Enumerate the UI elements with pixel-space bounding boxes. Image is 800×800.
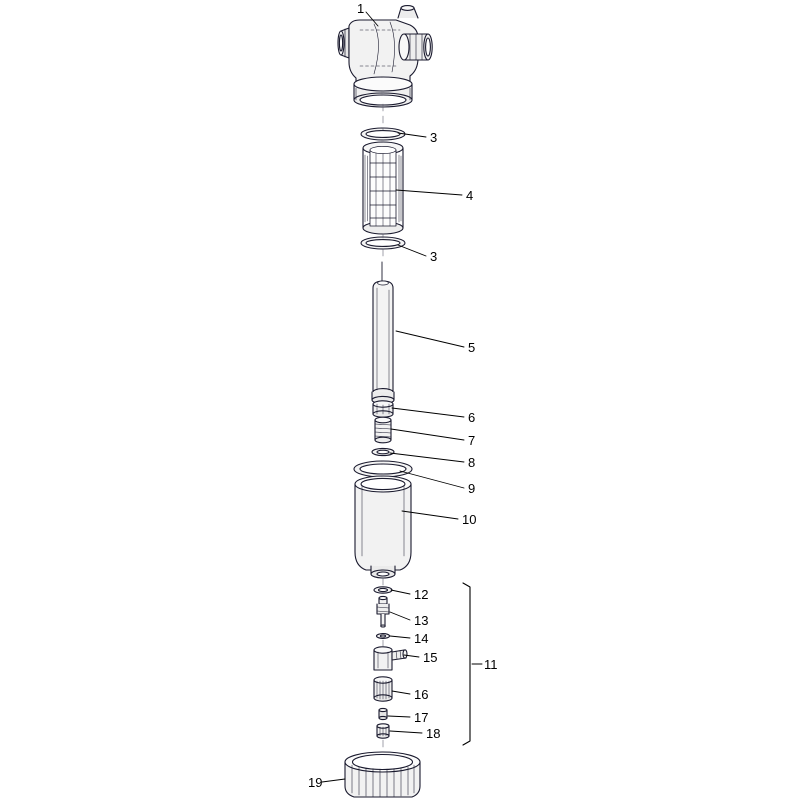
part-5-center-tube xyxy=(372,262,394,404)
leader-16 xyxy=(392,691,410,694)
leader-19 xyxy=(322,779,345,782)
callout-label-7: 7 xyxy=(468,433,476,448)
callout-label-8: 8 xyxy=(468,455,476,470)
leader-17 xyxy=(388,716,410,717)
leader-14 xyxy=(390,636,410,638)
leader-lines xyxy=(322,12,482,782)
part-14-tiny-washer xyxy=(377,634,390,639)
leader-4 xyxy=(396,190,462,195)
part-18-cap-ring xyxy=(377,724,389,738)
part-9-bowl-oring xyxy=(354,461,412,477)
leader-13 xyxy=(390,612,410,620)
callout-label-9: 9 xyxy=(468,481,476,496)
callout-label-14: 14 xyxy=(414,631,429,646)
leader-8 xyxy=(390,453,464,462)
leader-18 xyxy=(390,731,422,733)
leader-12 xyxy=(391,590,410,594)
part-1-manifold xyxy=(338,6,432,107)
callout-label-4: 4 xyxy=(466,188,474,203)
part-6-spacer-ring xyxy=(373,401,393,417)
callout-label-19: 19 xyxy=(308,775,323,790)
callout-label-11: 11 xyxy=(484,657,498,672)
part-15-valve-body xyxy=(374,647,407,670)
part-10-bowl xyxy=(355,476,411,578)
part-8-washer xyxy=(372,448,394,455)
part-12-small-ring xyxy=(374,587,392,593)
part-19-collar-ring xyxy=(345,752,420,797)
group-bracket-11 xyxy=(463,583,470,745)
callout-label-13: 13 xyxy=(414,613,429,628)
callout-label-17: 17 xyxy=(414,710,429,725)
part-13-stem xyxy=(377,596,389,627)
leader-7 xyxy=(391,429,464,440)
part-7-threaded-nipple xyxy=(375,417,391,443)
callout-label-6: 6 xyxy=(468,410,476,425)
callout-label-3b: 3 xyxy=(430,249,438,264)
callout-label-12: 12 xyxy=(414,587,429,602)
callout-label-5: 5 xyxy=(468,340,476,355)
leader-5 xyxy=(396,331,464,347)
callout-label-16: 16 xyxy=(414,687,429,702)
part-17-plug xyxy=(379,708,387,719)
callout-label-18: 18 xyxy=(426,726,441,741)
part-4-filter-screen xyxy=(363,142,403,234)
leader-6 xyxy=(392,408,464,417)
leader-3b xyxy=(398,245,426,256)
callout-label-3a: 3 xyxy=(430,130,438,145)
part-16-knurled-nut xyxy=(374,677,392,701)
callout-label-15: 15 xyxy=(423,650,438,665)
part-3-lower-oring xyxy=(361,237,405,249)
callout-label-10: 10 xyxy=(462,512,477,527)
callout-label-1: 1 xyxy=(357,1,365,16)
